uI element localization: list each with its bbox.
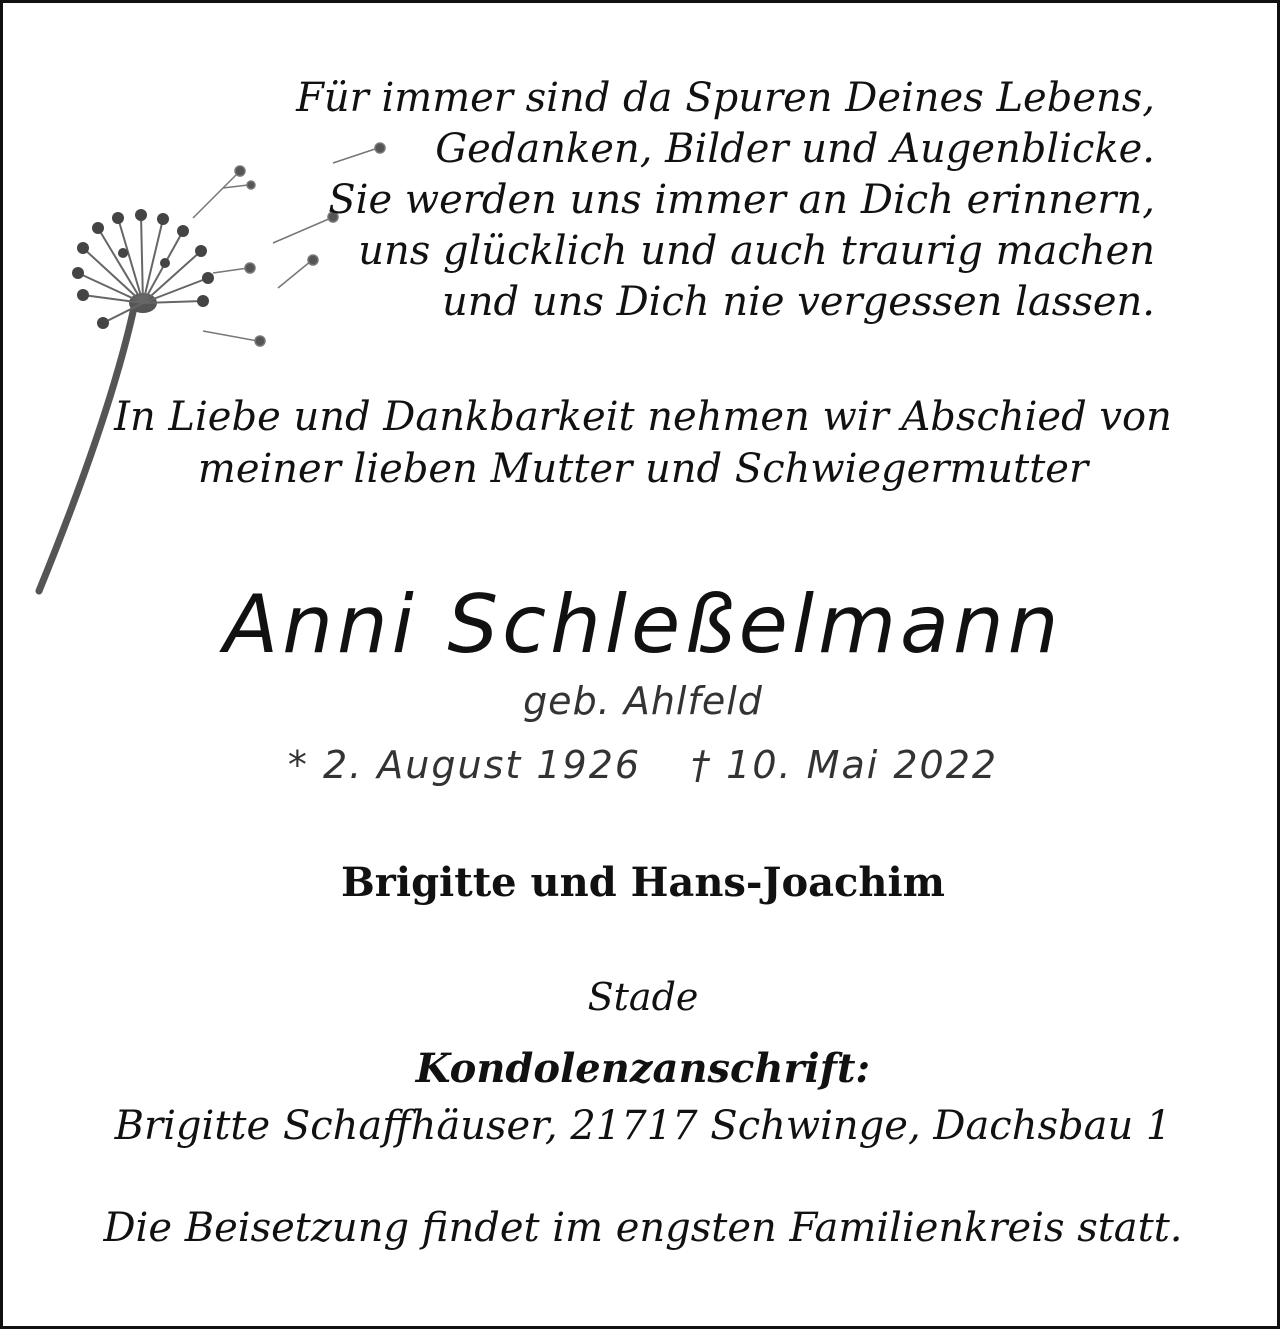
birth-date: * 2. August 1926 [287, 743, 642, 787]
mourners: Brigitte und Hans-Joachim [340, 859, 946, 906]
intro-text [83, 391, 1203, 495]
condolence-address: Brigitte Schaffhäuser, 21717 Schwinge, Dachsbau 1 [114, 1103, 1172, 1149]
poem [255, 73, 1155, 328]
poem-line: Gedanken, Bilder und Augenblicke. [435, 126, 1155, 172]
deceased-name: Anni Schleßelmann [223, 578, 1063, 671]
poem-line: und uns Dich nie vergessen lassen. [441, 279, 1155, 325]
intro-line: meiner lieben Mutter und Schwiegermutter [197, 446, 1089, 492]
death-date: † 10. Mai 2022 [691, 743, 999, 787]
poem-line: Für immer sind da Spuren Deines Lebens, [296, 75, 1155, 121]
intro-line: In Liebe und Dankbarkeit nehmen wir Abschied von [114, 394, 1172, 440]
condolence-heading: Kondolenzanschrift: [415, 1045, 871, 1092]
poem-line: uns glücklich und auch traurig machen [358, 228, 1155, 274]
poem-line: Sie werden uns immer an Dich erinnern, [328, 177, 1155, 223]
burial-note: Die Beisetzung findet im engsten Familienkreis statt. [103, 1205, 1183, 1251]
maiden-name: geb. Ahlfeld [523, 679, 763, 723]
place: Stade [587, 975, 699, 1019]
life-dates [3, 743, 1280, 787]
